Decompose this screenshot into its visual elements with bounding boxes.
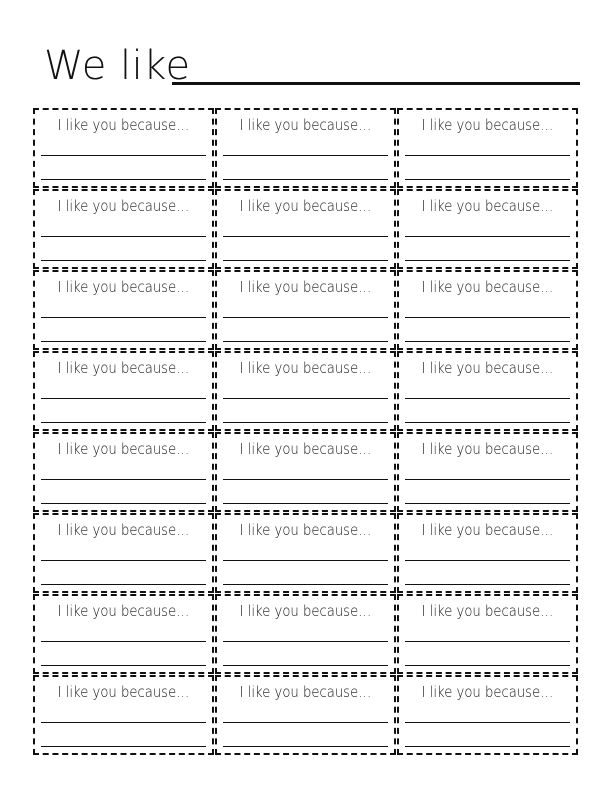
card-prompt: I like you because… — [421, 359, 554, 377]
card-prompt: I like you because… — [421, 440, 554, 458]
card-prompt: I like you because… — [57, 116, 190, 134]
compliment-card — [215, 270, 396, 350]
compliment-card — [215, 432, 396, 512]
writing-line — [405, 236, 570, 237]
writing-line — [41, 260, 206, 261]
writing-line — [223, 341, 388, 342]
writing-line — [41, 479, 206, 480]
card-prompt: I like you because… — [421, 683, 554, 701]
writing-line — [223, 722, 388, 723]
writing-line — [223, 179, 388, 180]
card-prompt: I like you because… — [239, 197, 372, 215]
writing-line — [405, 746, 570, 747]
writing-line — [223, 746, 388, 747]
compliment-card — [397, 189, 578, 269]
writing-line — [223, 155, 388, 156]
writing-line — [223, 317, 388, 318]
writing-line — [41, 722, 206, 723]
writing-line — [405, 641, 570, 642]
compliment-card — [215, 594, 396, 674]
card-prompt: I like you because… — [239, 359, 372, 377]
writing-line — [405, 722, 570, 723]
writing-line — [41, 317, 206, 318]
compliment-card — [397, 594, 578, 674]
compliment-card — [33, 351, 214, 431]
compliment-card — [33, 189, 214, 269]
compliment-card — [33, 513, 214, 593]
writing-line — [405, 341, 570, 342]
card-prompt: I like you because… — [57, 602, 190, 620]
compliment-card — [397, 513, 578, 593]
compliment-card — [397, 351, 578, 431]
card-prompt: I like you because… — [239, 602, 372, 620]
writing-line — [405, 317, 570, 318]
writing-line — [41, 422, 206, 423]
writing-line — [223, 503, 388, 504]
writing-line — [405, 260, 570, 261]
compliment-card — [33, 432, 214, 512]
compliment-card — [397, 432, 578, 512]
name-blank-line — [172, 82, 580, 85]
compliment-card — [33, 675, 214, 755]
writing-line — [41, 665, 206, 666]
compliment-card — [397, 675, 578, 755]
card-prompt: I like you because… — [57, 683, 190, 701]
card-prompt: I like you because… — [57, 197, 190, 215]
writing-line — [41, 398, 206, 399]
page-title: We like — [44, 43, 191, 89]
worksheet-header — [44, 38, 584, 90]
writing-line — [223, 584, 388, 585]
writing-line — [223, 398, 388, 399]
card-prompt: I like you because… — [239, 521, 372, 539]
writing-line — [41, 503, 206, 504]
compliment-card — [33, 270, 214, 350]
compliment-card — [215, 108, 396, 188]
card-prompt: I like you because… — [57, 521, 190, 539]
compliment-card — [33, 108, 214, 188]
card-prompt: I like you because… — [239, 278, 372, 296]
writing-line — [223, 260, 388, 261]
writing-line — [223, 479, 388, 480]
writing-line — [41, 341, 206, 342]
writing-line — [41, 155, 206, 156]
writing-line — [41, 746, 206, 747]
writing-line — [405, 155, 570, 156]
writing-line — [41, 560, 206, 561]
compliment-card — [33, 594, 214, 674]
writing-line — [405, 422, 570, 423]
card-prompt: I like you because… — [57, 278, 190, 296]
card-prompt: I like you because… — [239, 440, 372, 458]
writing-line — [41, 584, 206, 585]
writing-line — [41, 236, 206, 237]
card-prompt: I like you because… — [421, 521, 554, 539]
card-prompt: I like you because… — [421, 197, 554, 215]
writing-line — [405, 479, 570, 480]
writing-line — [223, 422, 388, 423]
card-prompt: I like you because… — [421, 602, 554, 620]
writing-line — [223, 236, 388, 237]
writing-line — [405, 179, 570, 180]
compliment-card — [397, 108, 578, 188]
card-prompt: I like you because… — [57, 440, 190, 458]
writing-line — [223, 560, 388, 561]
writing-line — [405, 398, 570, 399]
writing-line — [405, 584, 570, 585]
writing-line — [405, 665, 570, 666]
card-prompt: I like you because… — [239, 683, 372, 701]
compliment-card — [215, 189, 396, 269]
writing-line — [41, 179, 206, 180]
compliment-card — [215, 351, 396, 431]
compliment-card — [215, 513, 396, 593]
compliment-card — [215, 675, 396, 755]
card-prompt: I like you because… — [421, 278, 554, 296]
writing-line — [405, 503, 570, 504]
compliment-card — [397, 270, 578, 350]
card-grid — [33, 108, 579, 756]
card-prompt: I like you because… — [57, 359, 190, 377]
card-prompt: I like you because… — [239, 116, 372, 134]
writing-line — [223, 641, 388, 642]
card-prompt: I like you because… — [421, 116, 554, 134]
writing-line — [41, 641, 206, 642]
writing-line — [405, 560, 570, 561]
writing-line — [223, 665, 388, 666]
